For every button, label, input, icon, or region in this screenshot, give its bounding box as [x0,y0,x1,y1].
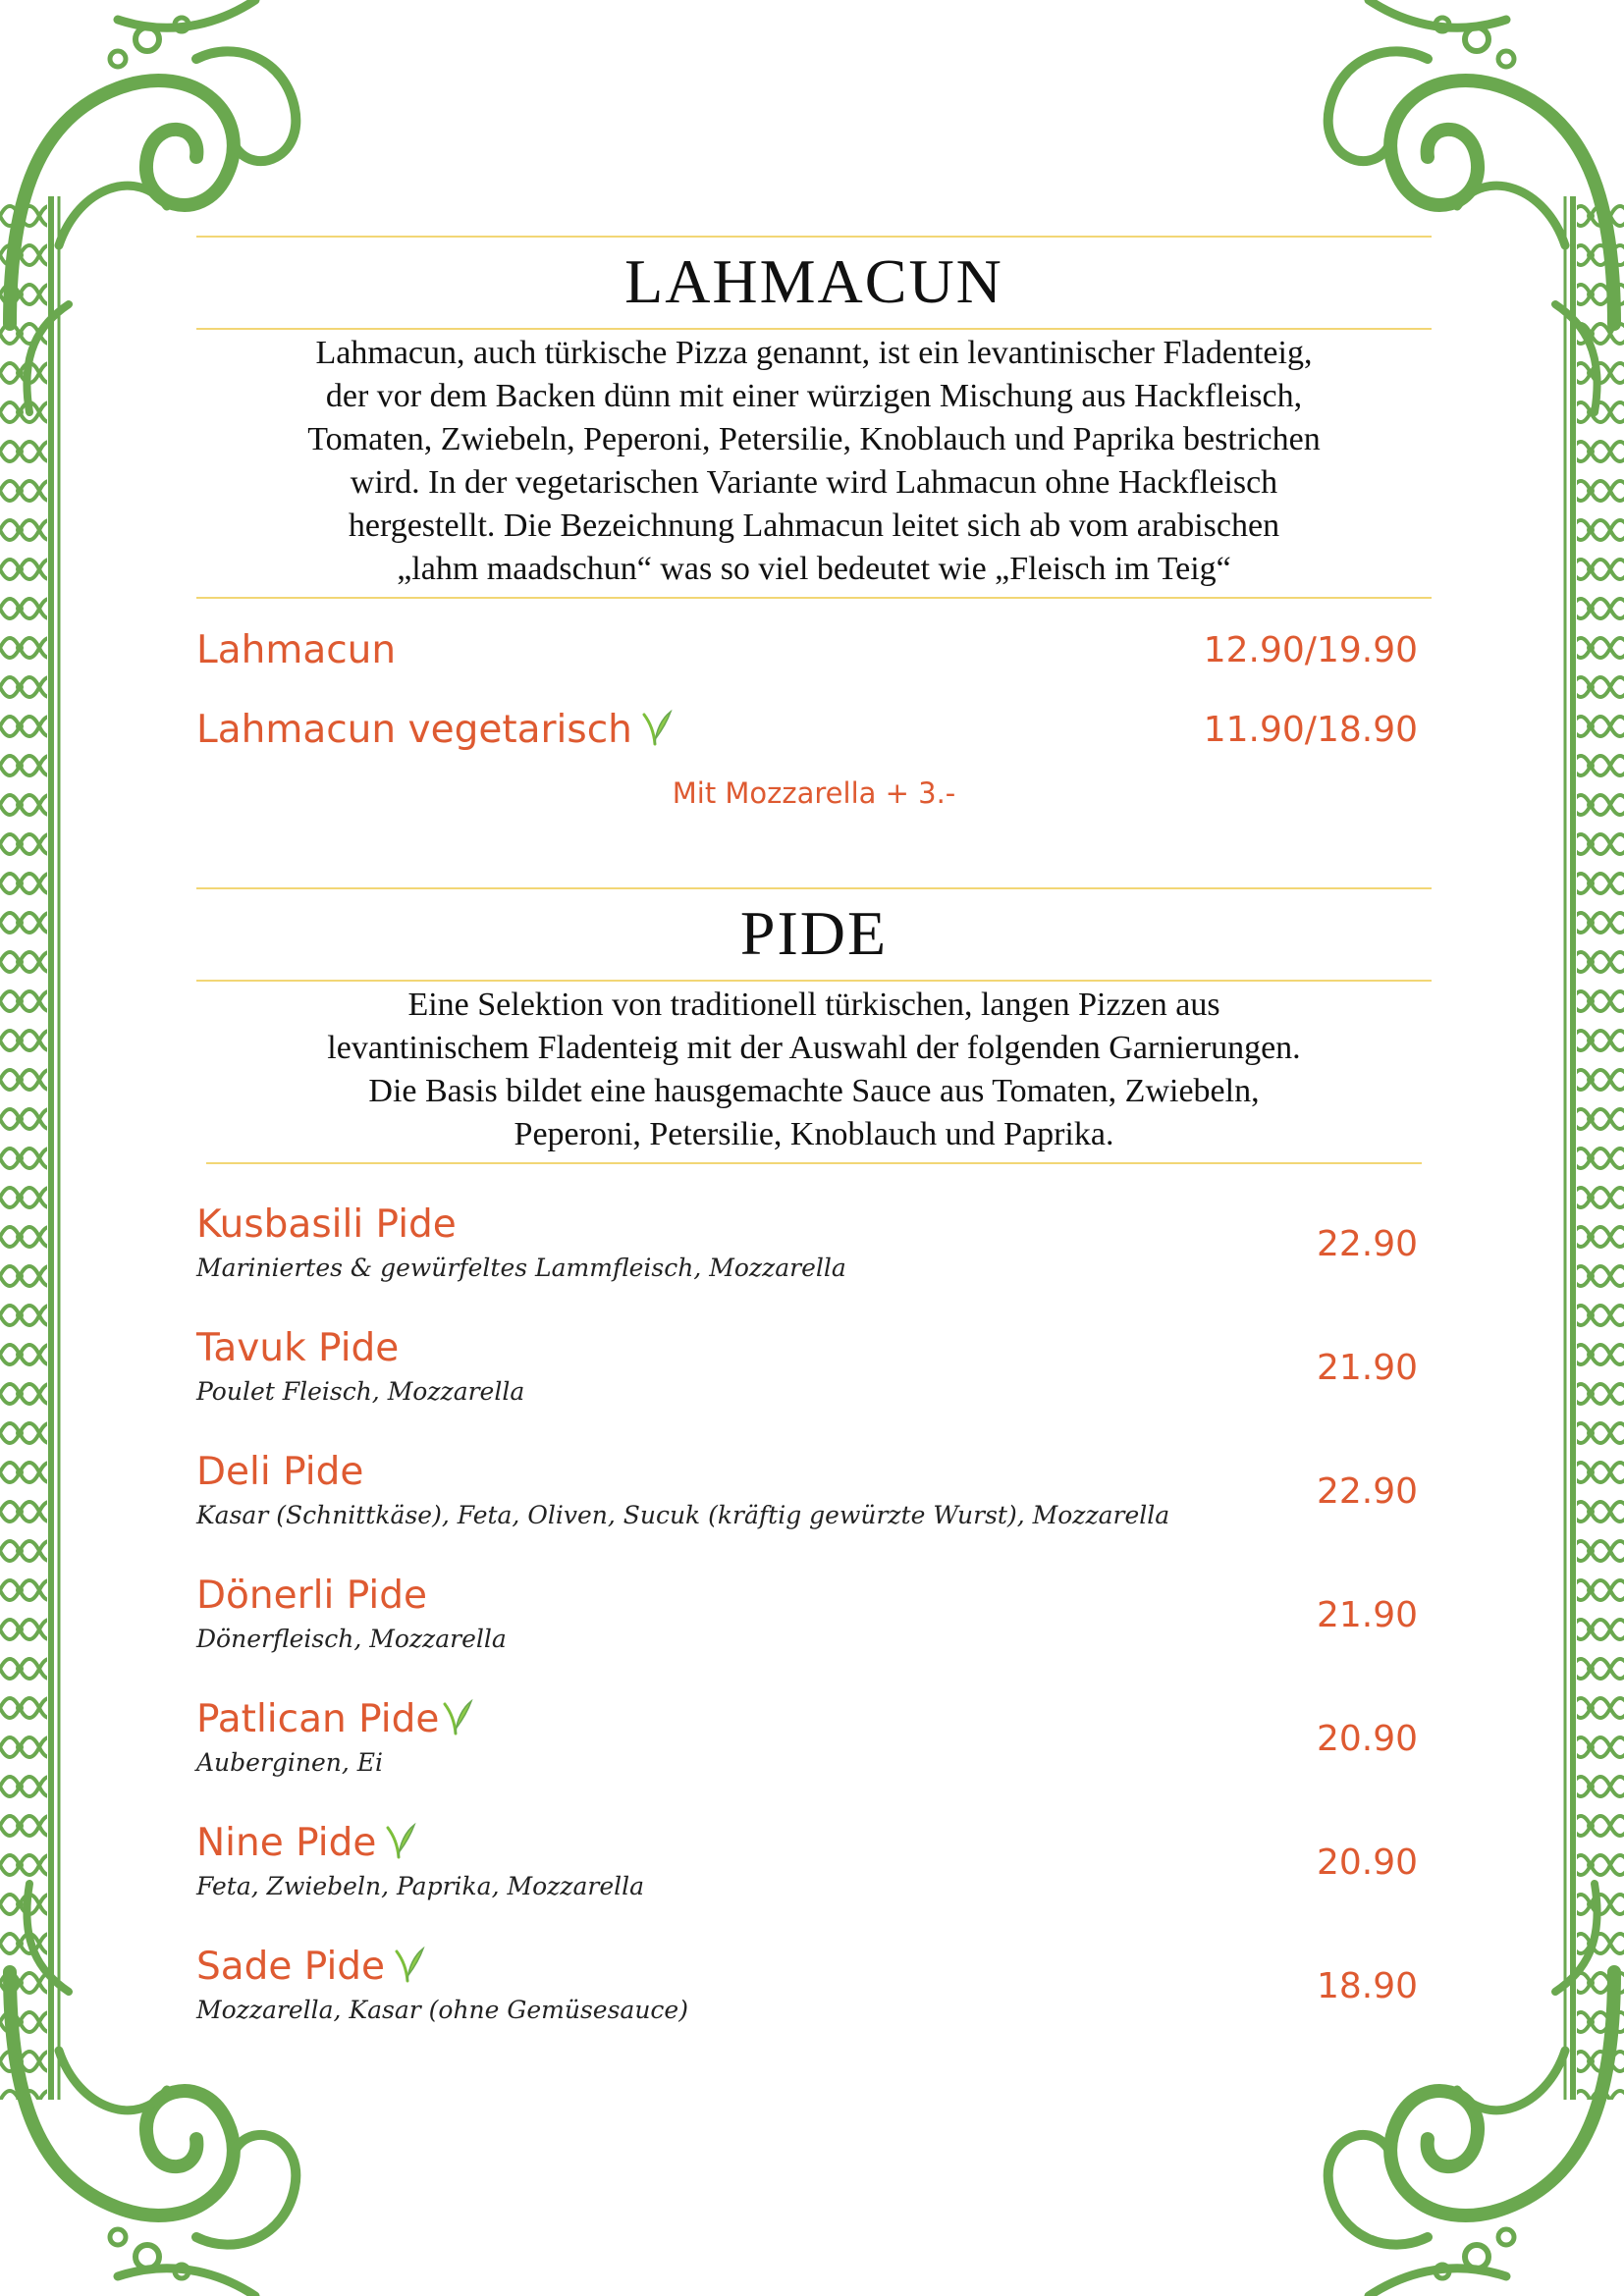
menu-item [196,1800,1432,1924]
item-price: 21.90 [1316,1347,1418,1388]
menu-content [196,236,1432,2048]
lahmacun-title: LAHMACUN [624,246,1003,316]
vegetarian-leaf-icon [384,1822,417,1859]
item-name: Deli Pide [196,1450,364,1494]
item-name: Nine Pide [196,1821,377,1865]
menu-item [196,1553,1432,1677]
item-name: Lahmacun vegetarisch [196,707,632,752]
item-price: 18.90 [1316,1965,1418,2006]
pide-section [196,887,1432,2048]
item-ingredients: Mozzarella, Kasar (ohne Gemüsesauce) [196,1996,688,2024]
lahmacun-description: Lahmacun, auch türkische Pizza genannt, ist ein levantinischer Fladenteig, der vor dem Backen dünn mit einer würzigen Mischung aus Hackfleisch, Tomaten, Zwiebeln, Peperoni, Petersilie, Knoblauch und Paprika bestrichen wird. In der vegetarischen Variante wird Lahmacun ohne Hackfleisch hergestellt. Die Bezeichnung Lahmacun leitet sich ab vom arabischen „lahm maadschun“ was so viel bedeutet wie „Fleisch im Teig“ [307,335,1321,587]
item-ingredients: Poulet Fleisch, Mozzarella [196,1377,525,1406]
item-ingredients: Feta, Zwiebeln, Paprika, Mozzarella [196,1872,645,1900]
item-ingredients: Kasar (Schnittkäse), Feta, Oliven, Sucuk (kräftig gewürzte Wurst), Mozzarella [196,1501,1170,1529]
mozzarella-note: Mit Mozzarella + 3.- [672,776,956,810]
vegetarian-leaf-icon [393,1946,426,1983]
item-name: Tavuk Pide [196,1326,400,1370]
menu-item [196,1182,1432,1306]
menu-item [196,1306,1432,1429]
item-price: 21.90 [1316,1594,1418,1635]
item-name: Patlican Pide [196,1697,440,1741]
item-ingredients: Dönerfleisch, Mozzarella [196,1625,507,1653]
vegetarian-leaf-icon [640,709,674,746]
item-price: 22.90 [1316,1223,1418,1264]
item-price: 11.90/18.90 [1203,709,1418,750]
menu-item [196,1924,1432,2048]
item-price: 20.90 [1316,1718,1418,1759]
item-price: 22.90 [1316,1470,1418,1512]
item-price: 20.90 [1316,1842,1418,1883]
item-ingredients: Mariniertes & gewürfeltes Lammfleisch, Mozzarella [196,1254,846,1282]
item-name: Kusbasili Pide [196,1202,457,1247]
item-ingredients: Auberginen, Ei [196,1748,384,1777]
item-name: Lahmacun [196,627,397,672]
menu-item [196,695,1432,764]
pide-description: Eine Selektion von traditionell türkischen, langen Pizzen aus levantinischem Fladenteig mit der Auswahl der folgenden Garnierungen. Die Basis bildet eine hausgemachte Sauce aus Tomaten, Zwiebeln, Peperoni, Petersilie, Knoblauch und Paprika. [327,987,1301,1152]
pide-title: PIDE [739,898,889,968]
item-name: Dönerli Pide [196,1574,427,1618]
vegetarian-leaf-icon [441,1698,474,1735]
menu-item [196,1429,1432,1553]
menu-item [196,1677,1432,1800]
item-price: 12.90/19.90 [1203,629,1418,670]
menu-item [196,599,1432,695]
item-name: Sade Pide [196,1945,386,1989]
lahmacun-section [196,236,1432,823]
